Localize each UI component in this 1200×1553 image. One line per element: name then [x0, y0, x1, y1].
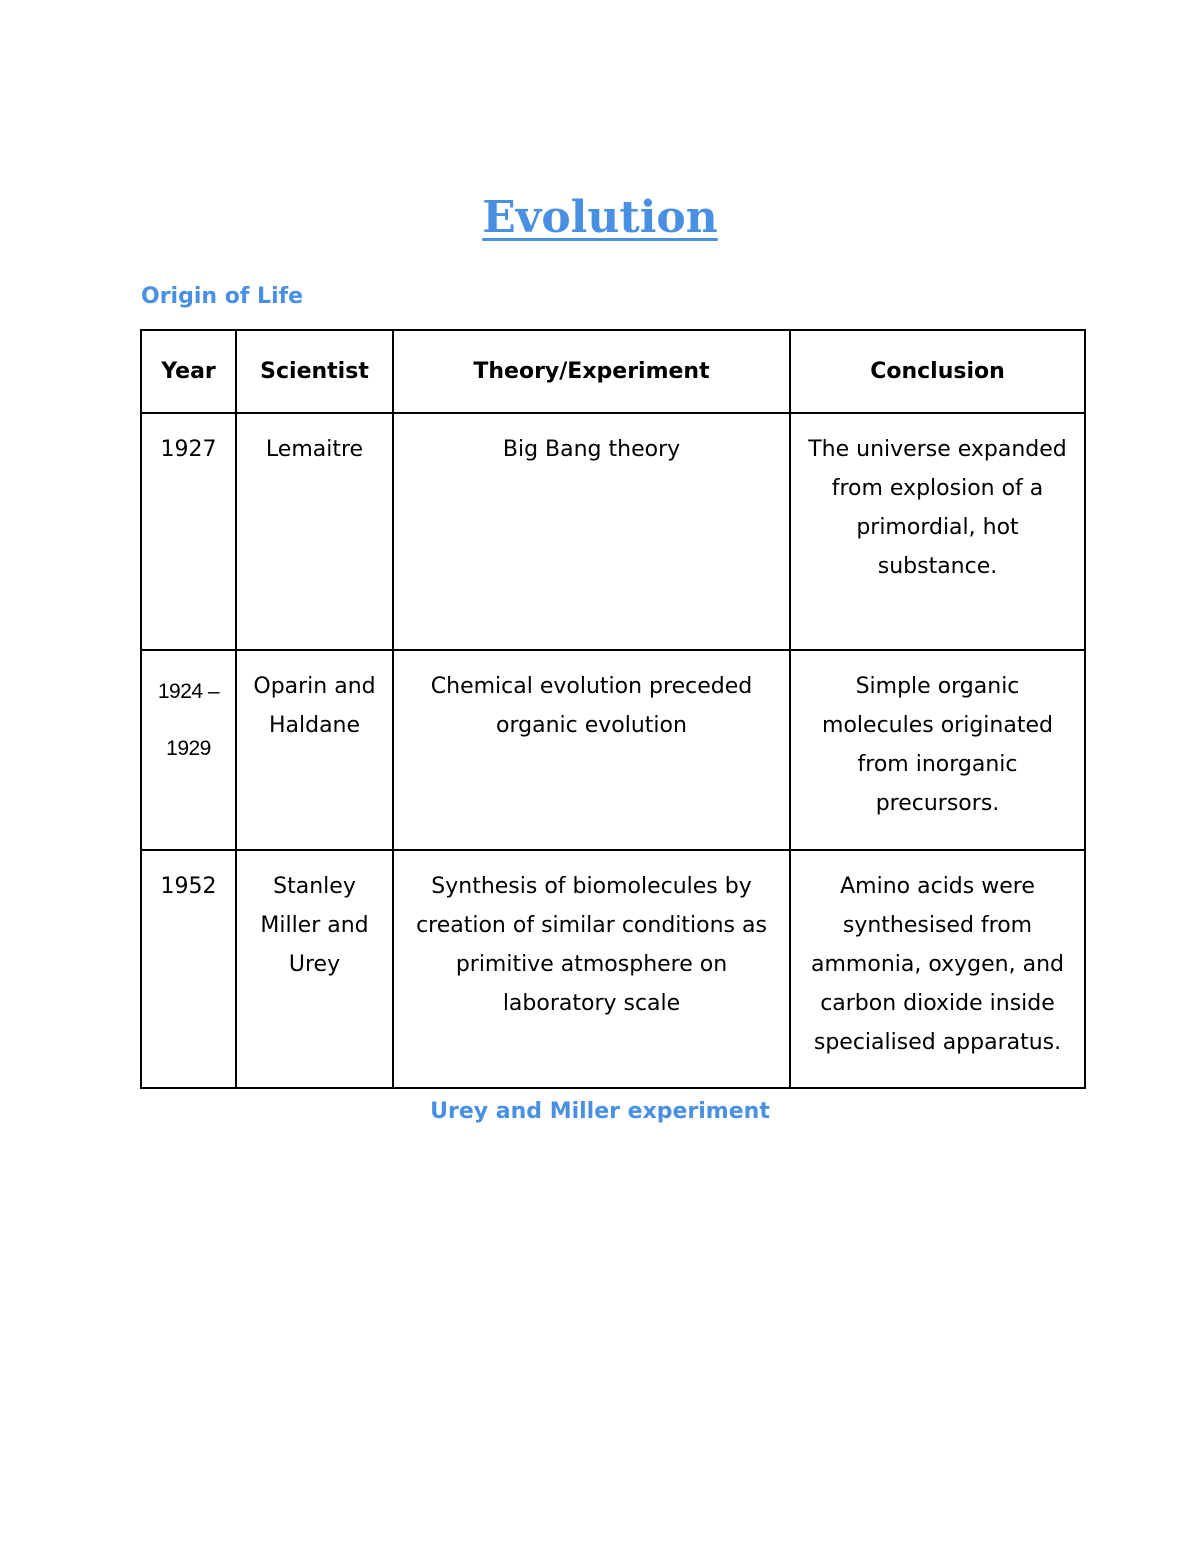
origin-of-life-table — [140, 329, 1086, 1089]
theory-cell: Big Bang theory — [393, 413, 790, 650]
year-cell: 1924 – 1929 — [141, 650, 236, 850]
year-cell: 1952 — [141, 850, 236, 1088]
conclusion-cell: Amino acids were synthesised from ammonia, oxygen, and carbon dioxide inside specialised apparatus. — [790, 850, 1085, 1088]
conclusion-cell: The universe expanded from explosion of a primordial, hot substance. — [790, 413, 1085, 650]
theory-cell: Chemical evolution preceded organic evolution — [393, 650, 790, 850]
table-row — [141, 850, 1085, 1088]
column-header-theory: Theory/Experiment — [393, 330, 790, 413]
column-header-year: Year — [141, 330, 236, 413]
table-header-row — [141, 330, 1085, 413]
conclusion-cell: Simple organic molecules originated from inorganic precursors. — [790, 650, 1085, 850]
year-cell: 1927 — [141, 413, 236, 650]
table-row — [141, 413, 1085, 650]
scientist-cell: Lemaitre — [236, 413, 393, 650]
theory-cell: Synthesis of biomolecules by creation of similar conditions as primitive atmosphere on laboratory scale — [393, 850, 790, 1088]
scientist-cell: Oparin and Haldane — [236, 650, 393, 850]
page-title: Evolution — [482, 192, 718, 243]
section-heading: Origin of Life — [141, 284, 304, 309]
figure-caption: Urey and Miller experiment — [430, 1099, 770, 1124]
scientist-cell: Stanley Miller and Urey — [236, 850, 393, 1088]
table-row — [141, 650, 1085, 850]
column-header-scientist: Scientist — [236, 330, 393, 413]
column-header-conclusion: Conclusion — [790, 330, 1085, 413]
